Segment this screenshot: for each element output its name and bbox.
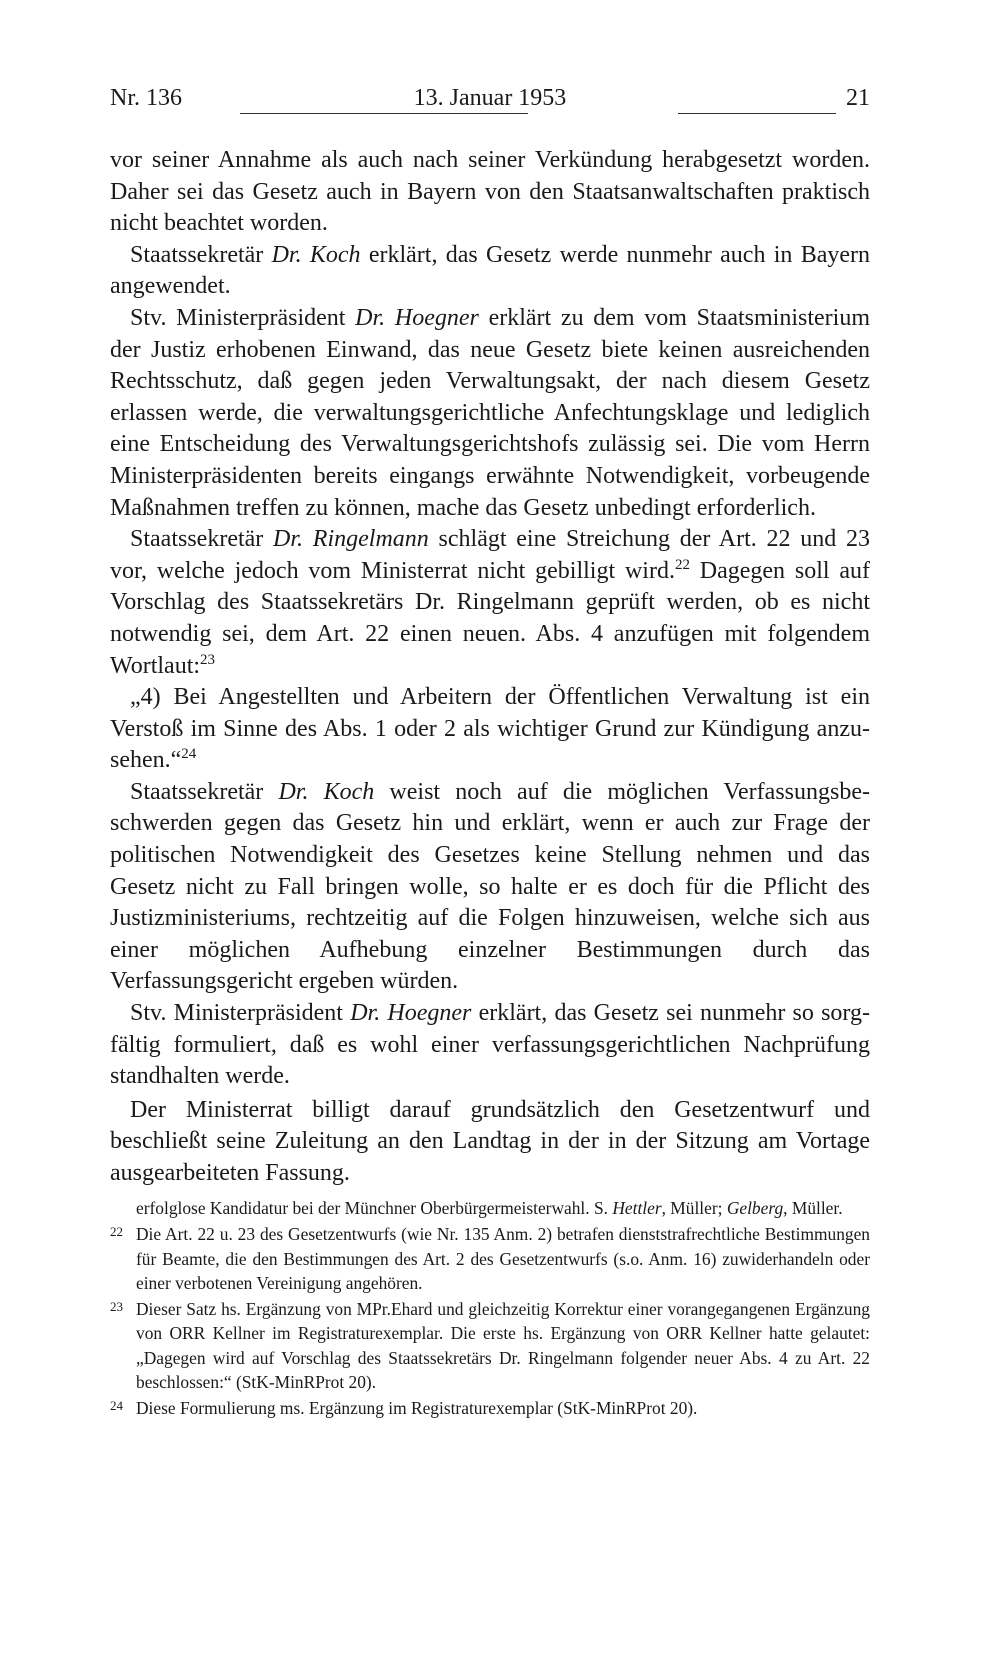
paragraph-hoegner-1: Stv. Ministerpräsident Dr. Hoegner erklärt zu dem vom Staatsministerium der Justiz erhobenen Einwand, das neue Gesetz biete keinen ausreichenden Rechtsschutz, daß gegen jeden Verwaltungsakt, der nach diesem Gesetz erlassen werde, die verwaltungsgerichtliche Anfechtungsklage und lediglich eine Entscheidung des Verwaltungsgerichtshofs zulässig sei. Die vom Herrn Ministerpräsidenten bereits eingangs erwähnte Notwendigkeit, vorbeugende Maßnahmen treffen zu können, mache das Gesetz unbedingt erforderlich.: [110, 304, 870, 521]
paragraph-quote: „4) Bei Angestellten und Arbeitern der Öffentlichen Verwaltung ist ein Verstoß im Sinne des Abs. 1 oder 2 als wichtiger Grund zur Kündigung anzusehen.“$^{24}$: [110, 684, 870, 774]
paragraph-decision: Der Ministerrat billigt darauf grundsätzlich den Gesetzentwurf und beschließt seine Zuleitung an den Landtag in der in der Sitzung am Vortage ausgearbeiteten Fassung.: [110, 1096, 870, 1186]
paragraph-continuation: vor seiner Annahme als auch nach seiner Verkündung herabgesetzt worden. Daher sei das Gesetz auch in Bayern von den Staatsanwaltschaften praktisch nicht beachtet worden.: [110, 147, 870, 237]
session-date: 13. Januar 1953: [413, 85, 567, 111]
body-text: [110, 145, 870, 1190]
footnote-ref-22[interactable]: 22: [674, 556, 690, 573]
paragraph-koch-2: Staatssekretär Dr. Koch weist noch auf die möglichen Verfassungsbeschwerden gegen das Gesetz hin und erklärt, wenn er auch zur Frage der politischen Notwendigkeit des Gesetzes keine Stellung nehmen und das Gesetz nicht zu Fall bringen wolle, so halte er es doch für die Pflicht des Justizministeriums, rechtzeitig auf die Folgen hinzuweisen, welche sich aus einer möglichen Aufhebung einzelner Bestimmungen durch das Verfassungsgericht ergeben würden.: [110, 778, 870, 995]
footnotes: [110, 1196, 870, 1423]
footnote-ref-23[interactable]: 23: [200, 651, 216, 668]
footnote-number: 22: [110, 1224, 123, 1240]
footnote-number: 24: [110, 1398, 123, 1414]
footnote-text: Diese Formulierung ms. Ergänzung im Registraturexemplar (StK-MinRProt 20).: [136, 1398, 698, 1419]
speaker-name: Dr. Ringelmann: [273, 526, 429, 553]
footnote-ref-24[interactable]: 24: [181, 746, 197, 763]
paragraph-koch-1: Staatssekretär Dr. Koch erklärt, das Gesetz werde nunmehr auch in Bayern angewendet.: [110, 241, 871, 300]
header-rule-right: [678, 113, 836, 114]
footnote-continuation: erfolglose Kandidatur bei der Münchner Oberbürgermeisterwahl. S. Hettler, Müller; Gelberg, Müller.: [136, 1198, 843, 1218]
footnote-22: [110, 1222, 870, 1295]
footnote-text: Dieser Satz hs. Ergänzung von MPr.Ehard und gleichzeitig Korrektur einer vorangegangenen Ergänzung von ORR Kellner im Registraturexemplar. Die erste hs. Ergänzung von ORR Kellner hatte gelautet: „Dagegen wird auf Vorschlag des Staatssekretärs Dr. Ringelmann folgender neuer Abs. 4 zu Art. 22 beschlossen:“ (StK-MinRProt 20).: [136, 1299, 870, 1393]
footnote-text: Die Art. 22 u. 23 des Gesetzentwurfs (wie Nr. 135 Anm. 2) betrafen dienststrafrechtliche Bestimmungen für Beamte, die den Bestimmungen des Art. 2 des Gesetzentwurfs (s.o. Anm. 16) zuwiderhandeln oder einer verbotenen Vereinigung angehören.: [136, 1224, 870, 1293]
paragraph-hoegner-2: Stv. Ministerpräsident Dr. Hoegner erklärt, das Gesetz sei nunmehr so sorgfältig formuliert, daß es wohl einer verfassungsgerichtlichen Nachprüfung standhalten werde.: [110, 1000, 870, 1090]
speaker-name: Dr. Koch: [271, 241, 361, 268]
protocol-number: Nr. 136: [110, 85, 182, 111]
speaker-name: Dr. Koch: [278, 778, 375, 805]
page-number: 21: [846, 85, 870, 111]
footnote-24: [110, 1396, 870, 1420]
header-rule-left: [240, 113, 528, 114]
footnote-number: 23: [110, 1299, 123, 1315]
speaker-name: Dr. Hoegner: [355, 304, 479, 331]
page-header: [110, 80, 870, 116]
footnote-23: [110, 1297, 870, 1394]
speaker-name: Dr. Hoegner: [350, 1000, 472, 1027]
paragraph-ringelmann: Staatssekretär Dr. Ringelmann schlägt eine Streichung der Art. 22 und 23 vor, welche jedoch vom Ministerrat nicht gebilligt wird.$^{22}$ Dagegen soll auf Vorschlag des Staatssekretärs Dr. Ringelmann geprüft werden, ob es nicht notwendig sei, dem Art. 22 einen neuen. Abs. 4 anzufügen mit folgendem Wortlaut:$^{23}$: [110, 526, 871, 679]
